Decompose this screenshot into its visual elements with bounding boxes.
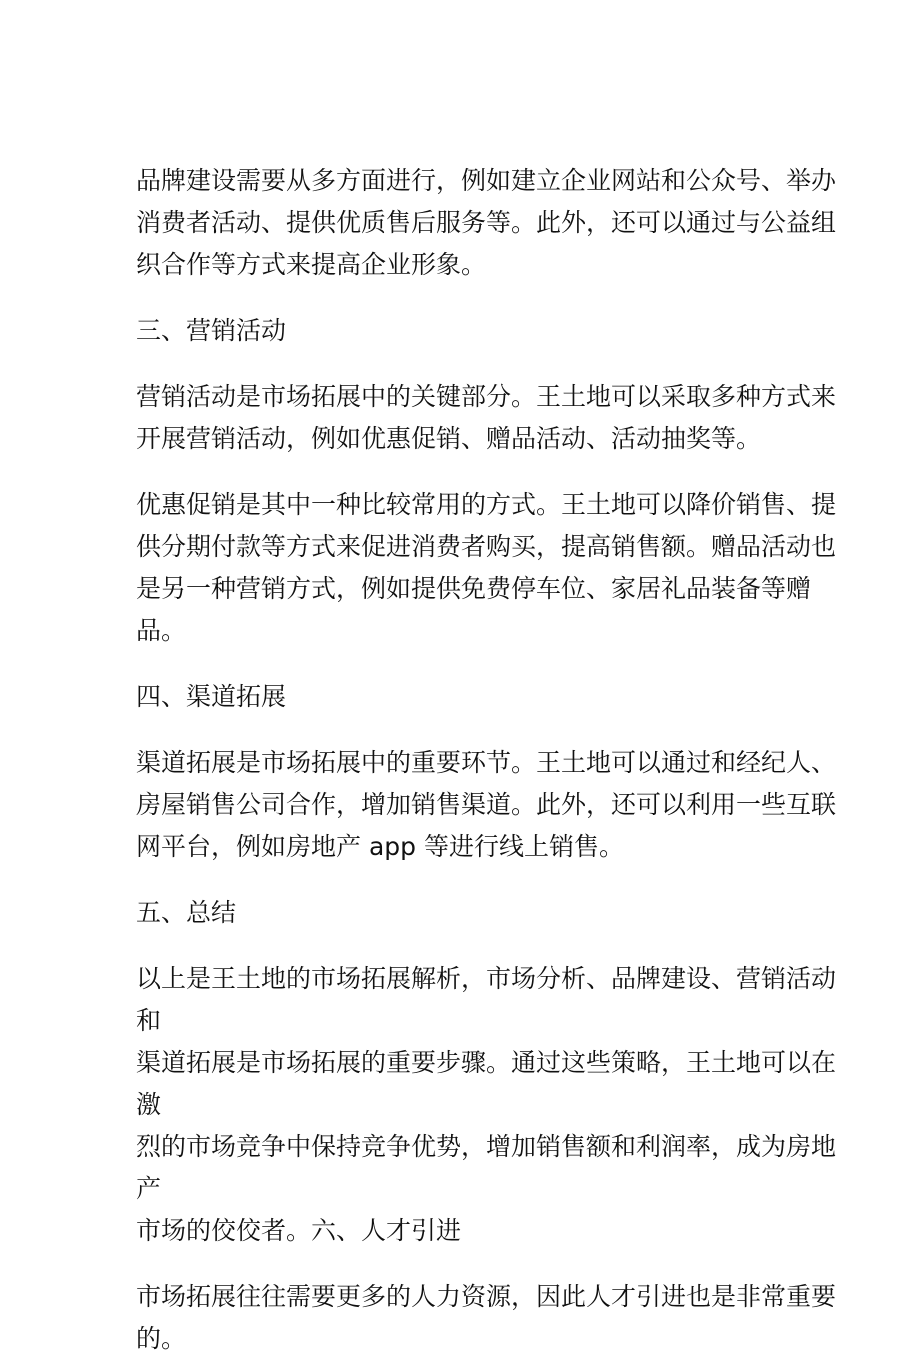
paragraph-line: 市场的佼佼者。六、人才引进 (136, 1216, 462, 1245)
paragraph-line: 市场拓展往往需要更多的人力资源，因此人才引进也是非常重要的。 (136, 1282, 837, 1353)
paragraph-talent (136, 1276, 836, 1360)
paragraph-marketing-intro (136, 376, 836, 460)
section-heading-marketing (136, 310, 836, 352)
paragraph-line: 渠道拓展是市场拓展的重要步骤。通过这些策略，王土地可以在激 (136, 1048, 837, 1119)
paragraph-line: 营销活动是市场拓展中的关键部分。王土地可以采取多种方式来 (136, 382, 837, 411)
heading-text: 三、营销活动 (136, 316, 287, 345)
paragraph-line: 以上是王土地的市场拓展解析，市场分析、品牌建设、营销活动和 (136, 964, 837, 1035)
paragraph-promotions (136, 484, 836, 652)
paragraph-spacer (136, 934, 836, 958)
paragraph-line: 供分期付款等方式来促进消费者购买，提高销售额。赠品活动也 (136, 532, 837, 561)
paragraph-spacer (136, 868, 836, 892)
paragraph-line: 品。 (136, 616, 187, 645)
paragraph-channels (136, 742, 836, 868)
paragraph-line: 网平台，例如房地产 app 等进行线上销售。 (136, 832, 624, 861)
heading-text: 五、总结 (136, 898, 237, 927)
paragraph-line: 消费者活动、提供优质售后服务等。此外，还可以通过与公益组 (136, 208, 837, 237)
section-heading-summary (136, 892, 836, 934)
paragraph-line: 房屋销售公司合作，增加销售渠道。此外，还可以利用一些互联 (136, 790, 837, 819)
paragraph-line: 渠道拓展是市场拓展中的重要环节。王土地可以通过和经纪人、 (136, 748, 837, 777)
paragraph-summary (136, 958, 836, 1252)
paragraph-spacer (136, 352, 836, 376)
paragraph-spacer (136, 652, 836, 676)
paragraph-line: 是另一种营销方式，例如提供免费停车位、家居礼品装备等赠 (136, 574, 812, 603)
paragraph-line: 优惠促销是其中一种比较常用的方式。王土地可以降价销售、提 (136, 490, 837, 519)
paragraph-line: 开展营销活动，例如优惠促销、赠品活动、活动抽奖等。 (136, 424, 762, 453)
paragraph-spacer (136, 460, 836, 484)
paragraph-line: 织合作等方式来提高企业形象。 (136, 250, 487, 279)
section-heading-channels (136, 676, 836, 718)
paragraph-spacer (136, 718, 836, 742)
document-body (136, 160, 836, 1360)
paragraph-spacer (136, 1252, 836, 1276)
paragraph-line: 品牌建设需要从多方面进行，例如建立企业网站和公众号、举办 (136, 166, 837, 195)
paragraph-spacer (136, 286, 836, 310)
paragraph-brand-building (136, 160, 836, 286)
paragraph-line: 烈的市场竞争中保持竞争优势，增加销售额和利润率，成为房地产 (136, 1132, 837, 1203)
heading-text: 四、渠道拓展 (136, 682, 287, 711)
